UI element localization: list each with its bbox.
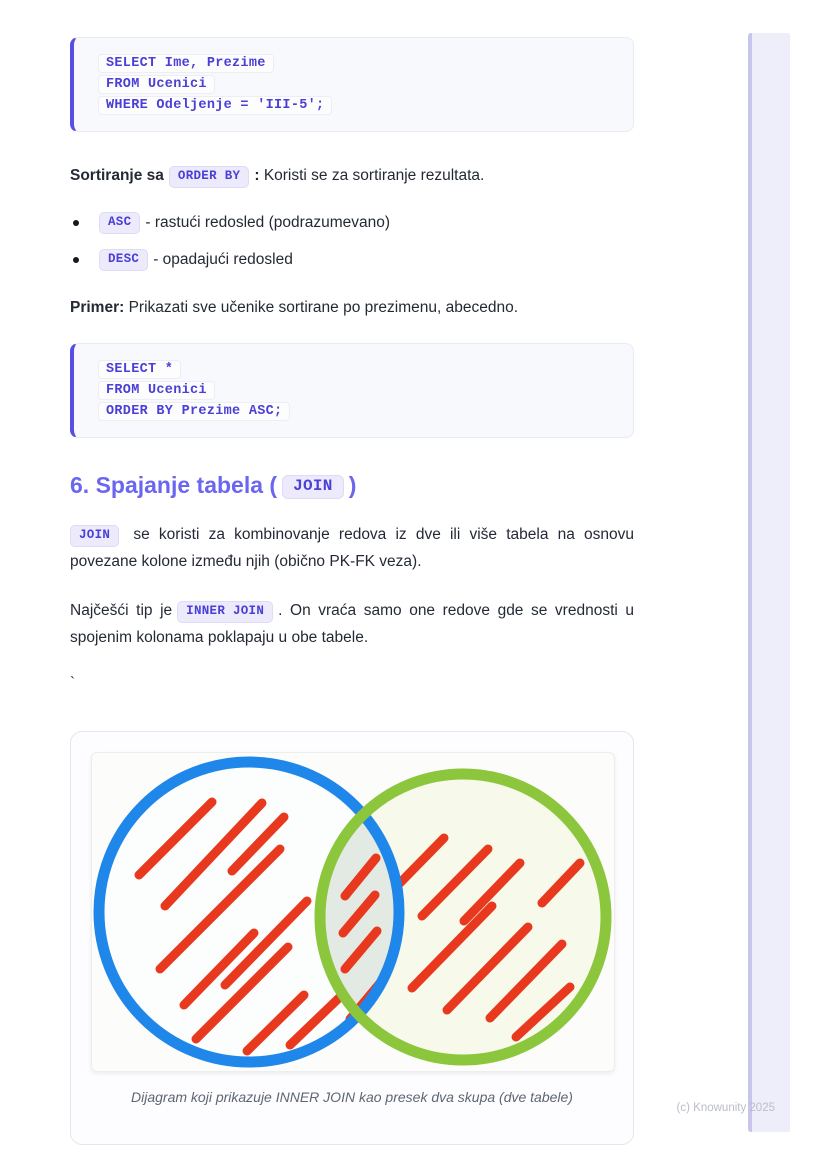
order-by-chip: ORDER BY — [169, 166, 249, 188]
section-heading-join — [70, 470, 634, 500]
join-paragraph-text: se koristi za kombinovanje redova iz dve ili više tabela na osnovu povezane kolone između njih (obično PK-FK veza). — [70, 526, 634, 570]
code-line: WHERE Odeljenje = 'III-5'; — [98, 96, 332, 115]
heading-suffix: ) — [348, 472, 357, 498]
figure-caption: Dijagram koji prikazuje INNER JOIN kao presek dva skupa (dve tabele) — [131, 1089, 573, 1105]
copyright-text: (c) Knowunity 2025 — [676, 1102, 775, 1114]
list-item-text: - rastući redosled (podrazumevano) — [145, 214, 391, 231]
join-chip: JOIN — [70, 525, 119, 547]
sorting-lead-bold: Sortiranje sa — [70, 167, 164, 184]
code-line: ORDER BY Prezime ASC; — [98, 402, 290, 421]
list-item-text: - opadajući redosled — [153, 251, 293, 268]
join-heading-chip: JOIN — [282, 475, 344, 499]
primer-paragraph — [70, 294, 634, 321]
desc-chip: DESC — [99, 249, 148, 271]
inner-join-lead: Najčešći tip je — [70, 602, 173, 619]
primer-text: Prikazati sve učenike sortirane po prezimenu, abecedno. — [128, 299, 519, 316]
scrollbar-track[interactable] — [748, 33, 790, 1132]
asc-chip: ASC — [99, 212, 140, 234]
code-line: SELECT Ime, Prezime — [98, 54, 274, 73]
sql-code-block-where — [70, 37, 634, 132]
code-line: FROM Ucenici — [98, 381, 215, 400]
figure-card — [70, 731, 634, 1145]
venn-diagram-svg — [92, 753, 614, 1071]
sql-code-block-order-by — [70, 343, 634, 438]
code-line: FROM Ucenici — [98, 75, 215, 94]
bullet-icon — [73, 257, 79, 263]
list-item — [70, 211, 634, 235]
inner-join-chip: INNER JOIN — [177, 601, 273, 623]
sort-order-bullet-list — [70, 211, 634, 272]
sorting-text: Koristi se za sortiranje rezultata. — [263, 167, 485, 184]
sorting-intro-paragraph — [70, 162, 634, 189]
code-line: SELECT * — [98, 360, 181, 379]
inner-join-paragraph — [70, 597, 634, 651]
list-item — [70, 248, 634, 272]
sorting-colon: : — [254, 167, 260, 184]
bullet-icon — [73, 220, 79, 226]
stray-backtick-text: ` — [70, 674, 75, 691]
join-description-paragraph — [70, 521, 634, 575]
inner-join-text: . On vraća samo one redove gde se vrednosti u spojenim kolonama poklapaju u obe tabele. — [70, 602, 635, 646]
heading-prefix: 6. Spajanje tabela ( — [70, 472, 278, 498]
venn-diagram-image — [91, 752, 615, 1072]
primer-lead-bold: Primer: — [70, 299, 125, 316]
document-content — [70, 0, 634, 1145]
